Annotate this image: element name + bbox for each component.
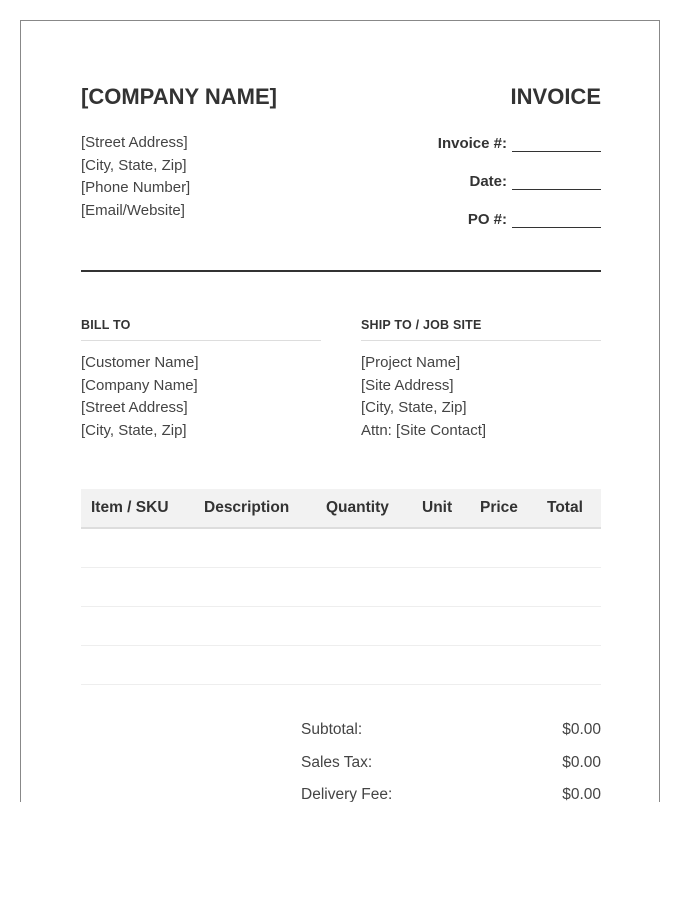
totals-block: [301, 718, 601, 802]
invoice-title: INVOICE: [510, 84, 601, 109]
ship-to-block: [361, 352, 486, 442]
bill-to-heading: BILL TO: [81, 318, 321, 341]
table-row: [81, 529, 601, 568]
line-items-table: [81, 489, 601, 685]
column-header-quantity: Quantity: [326, 499, 389, 516]
invoice-page: [20, 20, 660, 802]
company-street: [Street Address]: [81, 134, 188, 151]
subtotal-row: [301, 718, 601, 751]
sales-tax-row: [301, 751, 601, 784]
bill-to-customer-name: [Customer Name]: [81, 354, 199, 371]
ship-to-heading: SHIP TO / JOB SITE: [361, 318, 601, 341]
table-row: [81, 568, 601, 607]
company-email-website: [Email/Website]: [81, 201, 185, 219]
invoice-number-row: [438, 135, 601, 152]
ship-to-site-address: [Site Address]: [361, 376, 454, 394]
po-number-row: [468, 211, 601, 228]
ship-to-project-name: [Project Name]: [361, 354, 461, 371]
column-header-item-sku: Item / SKU: [91, 499, 169, 516]
column-header-price: Price: [480, 499, 518, 516]
subtotal-label: Subtotal:: [301, 721, 363, 738]
table-header: [81, 489, 601, 529]
delivery-fee-label: Delivery Fee:: [301, 786, 393, 802]
po-number-label: PO #:: [467, 211, 507, 228]
company-address: [81, 132, 190, 222]
company-phone: [Phone Number]: [81, 179, 191, 196]
ship-to-site-contact: Attn: [Site Contact]: [361, 421, 487, 439]
sales-tax-label: Sales Tax:: [301, 753, 373, 771]
column-header-unit: Unit: [422, 499, 453, 516]
invoice-date-label: Date:: [469, 173, 507, 190]
subtotal-value: $0.00: [562, 721, 601, 738]
company-name: [COMPANY NAME]: [81, 84, 277, 109]
company-city-state-zip: [City, State, Zip]: [81, 156, 187, 174]
bill-to-block: [81, 352, 199, 442]
delivery-fee-value: $0.00: [562, 786, 601, 802]
invoice-date-row: [469, 173, 601, 190]
ship-to-city-state-zip: [City, State, Zip]: [361, 399, 467, 416]
column-header-total: Total: [547, 499, 583, 516]
bill-to-company-name: [Company Name]: [81, 376, 198, 394]
table-row: [81, 646, 601, 685]
sales-tax-value: $0.00: [562, 753, 601, 771]
bill-to-city-state-zip: [City, State, Zip]: [81, 421, 187, 439]
header-divider: [81, 270, 601, 272]
bill-to-street: [Street Address]: [81, 399, 188, 416]
invoice-number-blank: [512, 137, 601, 152]
delivery-fee-row: [301, 783, 601, 802]
invoice-number-label: Invoice #:: [437, 135, 507, 152]
po-number-blank: [512, 213, 601, 228]
invoice-date-blank: [512, 175, 601, 190]
column-header-description: Description: [204, 499, 290, 516]
table-row: [81, 607, 601, 646]
